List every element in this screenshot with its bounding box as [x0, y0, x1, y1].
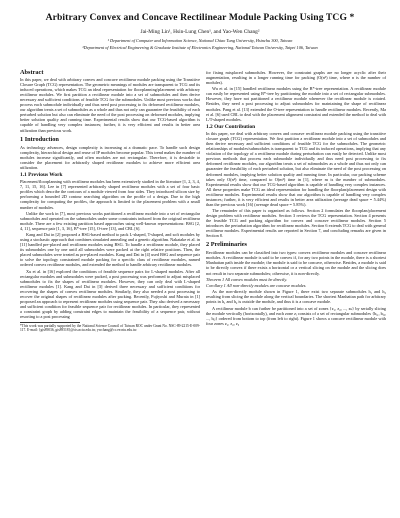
footnote: *This work was partially supported by the National Science Council of Taiwan ROC under Grant No. NSC-89-2215-E-009-117. E-mail: {gis89036, gis89518}@cis.nctu.edu.tw, ywchang@cc.ee.ntu.edu.tw.	[20, 324, 200, 333]
preliminaries-paragraph-1: Rectilinear modules can be classified into two types: convex rectilinear modules and concave rectilinear modules. A rectilinear module is said to be convex if, for any two points in the module, there is a shortest Manhattan path inside the module; the module is said to be concave, otherwise. Besides, a module is said to be directly convex if there exists a horizontal or a vertical slicing on the module and the slicing does not result in two separate submodules; otherwise, it is non-directly.	[206, 250, 386, 276]
preliminaries-paragraph-2: As the non-directly module shown in Figure 1, there exist two separate submodules h₁ and h₂ resulting from slicing the module along the vertical boundaries. The shortest Manhattan path for arbitrary points in h₁ and h₂ is outside the module, and thus it is a concave module.	[206, 289, 386, 305]
contribution-heading: 1.2 Our Contribution	[206, 123, 256, 130]
intro-paragraph: As technology advances, design complexity is increasing at a dramatic pace. To handle such design complexity, hierarchical design and reuse of IP modules become popular. This trend makes the number of modules increase significantly, and often modules are not rectangular. Therefore, it is desirable to consider the placement for arbitrarily shaped rectilinear modules to achieve more efficient area utilization.	[20, 144, 200, 170]
continued-paragraph: for fixing misplaced submodules. However, the constraint graphs are no longer acyclic after their augmentation, resulting in a longer running time for packing (O(n³) time, where n is the number of modules).	[206, 70, 386, 86]
paper-authors: Jai-Ming Lin¹, Hsin-Lung Chen¹, and Yao-Wen Chang²	[140, 29, 260, 35]
footnote-rule	[20, 322, 80, 323]
paper-title: Arbitrary Convex and Concave Rectilinear Module Packing Using TCG *	[45, 12, 355, 23]
preliminaries-heading: 2 Preliminaries	[206, 241, 247, 249]
contribution-paragraph-1: In this paper, we deal with arbitrary convex and concave rectilinear module packing using the transitive closure graph (TCG) representation. We first partition a rectilinear module into a set of submodules and then derive necessary and sufficient conditions of feasible TCG for the submodules. The geometric relationships of modules/submodules is transparent to TCG and its induced operations, implying that any violation of the topology of a rectilinear module during perturbation can easily be detected. Unlike most previous methods that process each submodule individually and thus need post processing to fix deformed rectilinear modules, our algorithm treats a set of submodules as a whole and thus not only can guarantee the feasibility of each perturbed solution, but also eliminate the need of the post processing on deformed modules, implying better solution quality and running time. In particular, our packing scheme takes only O(n²) time, compared to O(m³) time in [1], where m is the number of submodules. Experimental results show that our TCG-based algorithm is capable of handling very complex instances. All these properties make TCG an ideal representation for handling the floorplan/placement design with rectilinear modules. Experimental results show that our algorithm is capable of handling very complex instances; further, it is very efficient and results in better area utilization (average dead space = 5.44%) than the previous work [16] (average dead space = 5.85%).	[206, 131, 386, 207]
abstract-heading: Abstract	[20, 69, 44, 76]
affiliation-1: ¹ Department of Computer and Information Science, National Chiao Tung University, Hsinchu 300, Taiwan	[107, 38, 293, 43]
abstract-text: In this paper, we deal with arbitrary convex and concave rectilinear module packing using the Transitive Closure Graph (TCG) representation. The geometric meanings of modules are transparent to TCG and its induced operations, which makes TCG an ideal representation for floorplanning/placement with arbitrary rectilinear modules. We first partition a rectilinear module into a set of submodules and then derive necessary and sufficient conditions of feasible TCG for the submodules. Unlike most previous works that process each submodule individually and thus need post processing to fix deformed rectilinear modules, our algorithm treats a set of submodules as a whole and thus not only can guarantee the feasibility of each perturbed solution but also can eliminate the need of the post processing on deformed modules, implying better solution quality and running time. Experimental results show that our TCG-based algorithm is capable of handling very complex instances; further, it is very efficient and results in better area utilization than previous work.	[20, 77, 200, 133]
intro-heading: 1 Introduction	[20, 135, 59, 143]
related-work-paragraph: Wu et al. in [15] handled rectilinear modules using the B*-tree representation. A rectilinear module can easily be represented using B*-tree by partitioning the module into a set of rectangular submodules. However, they have not partitioned a rectilinear module whenever the rectilinear module is rotated. Besides, they need a post processing to adjust submodules for maintaining the shape of rectilinear modules. Pang et al. [13] extended the O-tree representation to handle rectilinear modules. Recently, Ma et al. [6] used CBL to deal with the placement alignment constraint and extended the method to deal with L/T-shaped modules.	[206, 86, 386, 122]
corollary-1: Corollary 1 All non-directly modules are concave modules.	[206, 282, 307, 288]
left-column	[20, 70, 200, 334]
theorem-1: Theorem 1 All convex modules must be directly.	[206, 276, 288, 282]
previous-work-paragraph-2: Unlike the work in [7], most previous works partitioned a rectilinear module into a set of rectangular submodules and operated on the submodules under some constraints induced from the original rectilinear module. There are a few existing partition based approaches using well-known representations: BSG [2, 4, 11], sequence pair [1, 3, 16], B*-tree [15], O-tree [13], and CBL [6].	[20, 210, 200, 231]
right-column	[206, 70, 386, 327]
previous-work-paragraph-1: Placement/floorplanning with rectilinear modules has been extensively studied in the literature [1, 2, 3, 4, 7, 11, 15, 16]. Lee in [7] represented arbitrarily shaped rectilinear modules with a set of four basic profiles which describe the contours of a module viewed from four sides. They introduced silicon size by performing a bounded 2D contour searching algorithm on the profile of a design. Due to the high complexity for computing the profiles, the approach is limited to the placement problem with a small number of modules.	[20, 179, 200, 210]
previous-work-paragraph-3: Kang and Dai in [2] proposed a BSG-based method to pack L-shaped, T-shaped, and soft modules by using a stochastic approach that combines simulated annealing and a genetic algorithm. Nakatake et al. in [11] handled pre-placed and rectilinear modules using BSG. To handle a rectilinear module, they placed its submodules one by one until all submodules were packed at the right relative positions. Then, the placed submodules were treated as pre-placed modules. Kang and Dai in [4] used BSG and sequence pair to solve the topology constrained module packing for a specific class of rectilinear modules, named ordered convex rectilinear modules, and extended the method to handle arbitrary rectilinear modules.	[20, 232, 200, 268]
affiliation-2: ²Department of Electrical Engineering & Graduate Institute of Electronics Engineering, National Taiwan University, Taipei 106, Taiwan	[82, 45, 318, 50]
preliminaries-paragraph-3: A rectilinear module b can further be partitioned into a set of zones {z₁, z₂, ..., zₖ} by serially slicing the module vertically (horizontally), and each zone zᵢ consists of a set of rectangular submodules {bᵢ₁, bᵢ₂, ..., bᵢⱼ} ordered from bottom to top (from left to right). Figure 1 shows a concave rectilinear module with four zones z₁, z₂, z₃	[206, 305, 386, 326]
previous-work-heading: 1.1 Previous Work	[20, 171, 63, 178]
contribution-paragraph-2: The remainder of this paper is organized as follows. Section 2 formulates the floorplan/placement design problem with rectilinear modules. Section 3 reviews the TCG representation. Section 4 presents the feasible TCG and packing algorithm for convex and concave rectilinear modules. Section 5 introduces the perturbation algorithm for rectilinear modules. Section 6 extends TCG to deal with general rectilinear modules. Experimental results are reported in Section 7, and concluding remarks are given in Section 8.	[206, 208, 386, 239]
previous-work-paragraph-4: Xu et al. in [16] explored the conditions of feasible sequence pairs for L-shaped modules. After all rectangular modules and submodules were packed, a post processing was performed to adjust misplaced submodules to fix the shapes of rectilinear modules. However, they can only deal with L-shaped rectilinear modules [1]. Kang and Dai in [3] derived three necessary and sufficient conditions for recovering the shapes of convex rectilinear modules. Similarly, they also needed a post processing to recover the original shapes of rectilinear modules after packing. Recently, Fujiyoshi and Murata in [1] proposed an approach to represent rectilinear modules using sequence pair. They also derived a necessary and sufficient condition for feasible sequence pair for rectilinear modules. In particular, they represented a constraint graph by adding constraint edges to maintain the feasibility of a sequence pair, without resorting to a post processing	[20, 268, 200, 320]
